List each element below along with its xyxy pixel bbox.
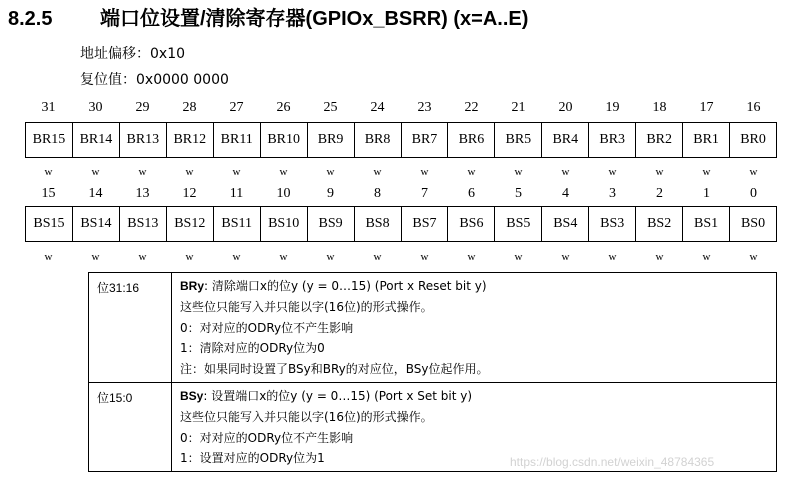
bit-number: 12 bbox=[182, 186, 197, 201]
bit-number: 31 bbox=[41, 100, 56, 115]
bit-number: 27 bbox=[229, 100, 244, 115]
bit-range: 位31:16 bbox=[89, 273, 172, 383]
bit-number: 26 bbox=[276, 100, 291, 115]
register-field: BS8 bbox=[355, 207, 402, 241]
access-mode: w bbox=[138, 251, 147, 263]
bit-number: 1 bbox=[703, 186, 710, 201]
low-register-row bbox=[25, 206, 777, 242]
field-summary bbox=[180, 386, 776, 407]
bit-number: 5 bbox=[515, 186, 522, 201]
access-mode: w bbox=[467, 251, 476, 263]
register-field: BS3 bbox=[589, 207, 636, 241]
register-field: BR14 bbox=[73, 123, 120, 157]
bit-number: 16 bbox=[746, 100, 761, 115]
register-field: BR10 bbox=[261, 123, 308, 157]
access-mode: w bbox=[514, 166, 523, 178]
description-line: 这些位只能写入并只能以字(16位)的形式操作。 bbox=[180, 299, 433, 314]
bit-number: 24 bbox=[370, 100, 385, 115]
bit-description bbox=[172, 273, 777, 383]
bit-number: 21 bbox=[511, 100, 526, 115]
bit-number: 3 bbox=[609, 186, 616, 201]
bit-number: 18 bbox=[652, 100, 667, 115]
register-field: BR0 bbox=[730, 123, 777, 157]
description-line: 这些位只能写入并只能以字(16位)的形式操作。 bbox=[180, 409, 433, 424]
register-field: BS13 bbox=[120, 207, 167, 241]
bit-number: 14 bbox=[88, 186, 103, 201]
description-line: 0：对对应的ODRy位不产生影响 bbox=[180, 430, 354, 445]
register-field: BR7 bbox=[402, 123, 449, 157]
register-field: BS1 bbox=[683, 207, 730, 241]
access-mode: w bbox=[608, 166, 617, 178]
register-field: BR3 bbox=[589, 123, 636, 157]
description-line: 0：对对应的ODRy位不产生影响 bbox=[180, 320, 354, 335]
high-bit-numbers bbox=[25, 99, 777, 117]
access-mode: w bbox=[185, 251, 194, 263]
register-field: BS12 bbox=[167, 207, 214, 241]
reset-value: 复位值：0x0000 0000 bbox=[80, 72, 229, 88]
description-note: 注：如果同时设置了BSy和BRy的对应位，BSy位起作用。 bbox=[180, 362, 489, 377]
field-summary-text: : 清除端口x的位y (y = 0…15) (Port x Reset bit y) bbox=[204, 279, 487, 293]
description-row-br bbox=[89, 273, 777, 383]
bit-number: 30 bbox=[88, 100, 103, 115]
bit-range: 位15:0 bbox=[89, 382, 172, 471]
access-mode: w bbox=[749, 251, 758, 263]
register-field: BR4 bbox=[542, 123, 589, 157]
register-field: BS14 bbox=[73, 207, 120, 241]
register-field: BR13 bbox=[120, 123, 167, 157]
register-field: BR5 bbox=[495, 123, 542, 157]
section-heading bbox=[8, 4, 783, 34]
bit-number: 11 bbox=[229, 186, 244, 201]
register-field: BS0 bbox=[730, 207, 777, 241]
section-title: 端口位设置/清除寄存器(GPIOx_BSRR) (x=A..E) bbox=[100, 8, 529, 30]
register-field: BR6 bbox=[448, 123, 495, 157]
register-field: BR15 bbox=[26, 123, 73, 157]
bit-number: 15 bbox=[41, 186, 56, 201]
bit-number: 2 bbox=[656, 186, 663, 201]
register-field: BR1 bbox=[683, 123, 730, 157]
low-bit-numbers bbox=[25, 185, 777, 203]
register-field: BS7 bbox=[402, 207, 449, 241]
bit-number: 29 bbox=[135, 100, 150, 115]
register-field: BR12 bbox=[167, 123, 214, 157]
section-number: 8.2.5 bbox=[8, 8, 53, 30]
register-field: BR11 bbox=[214, 123, 261, 157]
register-field: BR8 bbox=[355, 123, 402, 157]
high-access-row bbox=[25, 165, 777, 179]
access-mode: w bbox=[702, 251, 711, 263]
access-mode: w bbox=[749, 166, 758, 178]
register-field: BS6 bbox=[448, 207, 495, 241]
bit-description-table bbox=[88, 272, 777, 472]
register-field: BS4 bbox=[542, 207, 589, 241]
register-field: BS15 bbox=[26, 207, 73, 241]
bit-number: 23 bbox=[417, 100, 432, 115]
low-access-row bbox=[25, 250, 777, 264]
bit-number: 17 bbox=[699, 100, 714, 115]
access-mode: w bbox=[91, 251, 100, 263]
register-field: BS11 bbox=[214, 207, 261, 241]
bit-number: 8 bbox=[374, 186, 381, 201]
description-line: 1：清除对应的ODRy位为0 bbox=[180, 341, 325, 356]
bit-number: 28 bbox=[182, 100, 197, 115]
register-field: BR2 bbox=[636, 123, 683, 157]
access-mode: w bbox=[44, 166, 53, 178]
bit-number: 20 bbox=[558, 100, 573, 115]
register-field: BS10 bbox=[261, 207, 308, 241]
address-offset: 地址偏移：0x10 bbox=[80, 46, 186, 62]
access-mode: w bbox=[608, 251, 617, 263]
field-summary bbox=[180, 276, 776, 297]
bit-number: 9 bbox=[327, 186, 334, 201]
access-mode: w bbox=[91, 166, 100, 178]
access-mode: w bbox=[420, 251, 429, 263]
register-field: BR9 bbox=[308, 123, 355, 157]
access-mode: w bbox=[232, 251, 241, 263]
bit-number: 10 bbox=[276, 186, 291, 201]
bit-number: 25 bbox=[323, 100, 338, 115]
access-mode: w bbox=[138, 166, 147, 178]
description-line: 1：设置对应的ODRy位为1 bbox=[180, 451, 325, 466]
access-mode: w bbox=[232, 166, 241, 178]
bit-number: 0 bbox=[750, 186, 757, 201]
access-mode: w bbox=[420, 166, 429, 178]
access-mode: w bbox=[561, 166, 570, 178]
field-summary-text: : 设置端口x的位y (y = 0…15) (Port x Set bit y) bbox=[203, 388, 473, 403]
bit-number: 7 bbox=[421, 186, 428, 201]
access-mode: w bbox=[279, 251, 288, 263]
access-mode: w bbox=[467, 166, 476, 178]
register-field: BS5 bbox=[495, 207, 542, 241]
access-mode: w bbox=[702, 166, 711, 178]
bit-number: 19 bbox=[605, 100, 620, 115]
access-mode: w bbox=[373, 166, 382, 178]
access-mode: w bbox=[279, 166, 288, 178]
bit-number: 13 bbox=[135, 186, 150, 201]
access-mode: w bbox=[326, 251, 335, 263]
access-mode: w bbox=[561, 251, 570, 263]
register-field: BS2 bbox=[636, 207, 683, 241]
access-mode: w bbox=[373, 251, 382, 263]
access-mode: w bbox=[514, 251, 523, 263]
access-mode: w bbox=[44, 251, 53, 263]
watermark: https://blog.csdn.net/weixin_48784365 bbox=[510, 455, 715, 469]
high-register-row bbox=[25, 122, 777, 158]
access-mode: w bbox=[655, 166, 664, 178]
register-field: BS9 bbox=[308, 207, 355, 241]
bit-number: 6 bbox=[468, 186, 475, 201]
bit-number: 22 bbox=[464, 100, 479, 115]
access-mode: w bbox=[326, 166, 335, 178]
access-mode: w bbox=[655, 251, 664, 263]
field-name: BSy bbox=[180, 388, 204, 403]
bit-number: 4 bbox=[562, 186, 569, 201]
field-name: BRy bbox=[180, 279, 205, 293]
access-mode: w bbox=[185, 166, 194, 178]
